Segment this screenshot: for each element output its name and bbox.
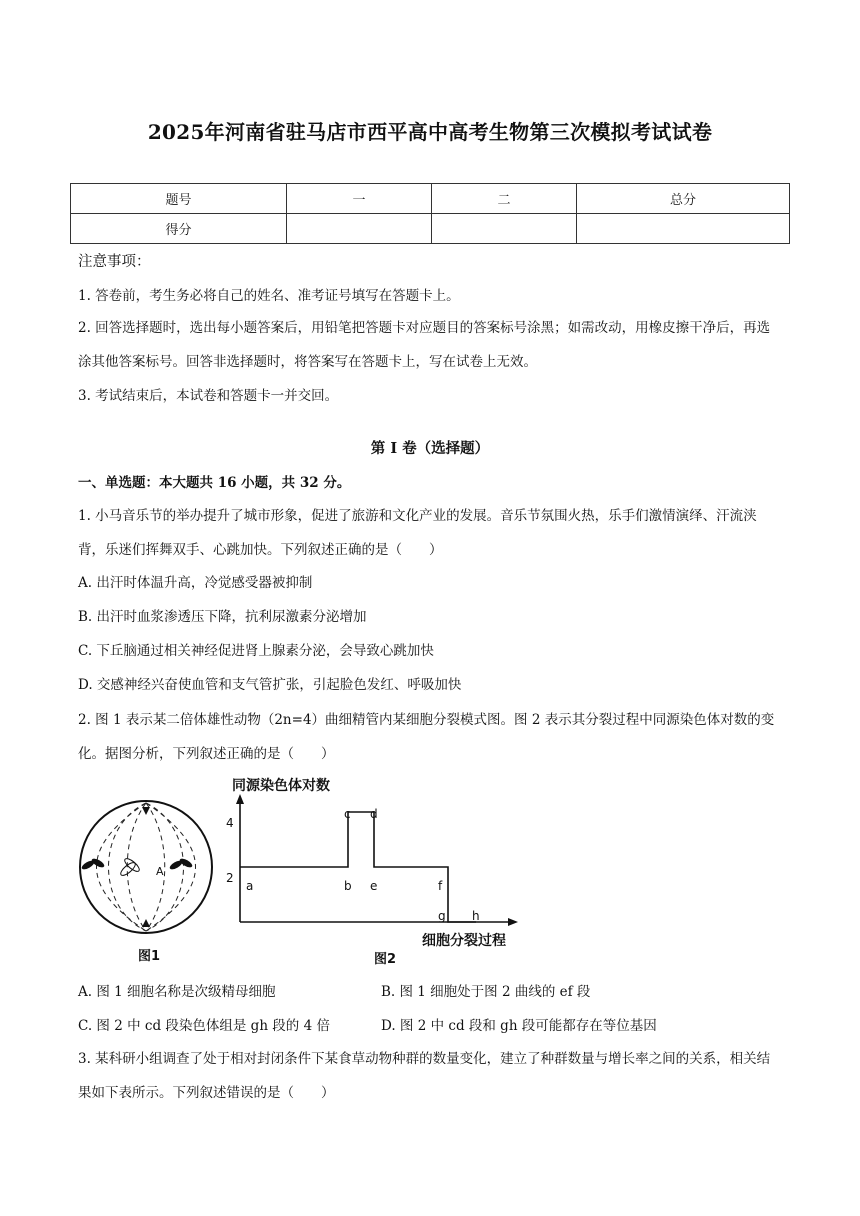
score-header-cell: 总分 <box>577 184 790 214</box>
score-table-header-row <box>71 184 790 214</box>
score-cell[interactable] <box>577 214 790 244</box>
y-tick-label: 2 <box>226 871 234 885</box>
score-table <box>70 183 790 244</box>
question-1-option-d: D. 交感神经兴奋使血管和支气管扩张，引起脸色发红、呼吸加快 <box>78 677 462 693</box>
question-1-option-b: B. 出汗时血浆渗透压下降，抗利尿激素分泌增加 <box>78 609 367 625</box>
question-1-stem: 1. 小马音乐节的举办提升了城市形象，促进了旅游和文化产业的发展。音乐节氛围火热，乐手们激情演绎、汗流浃背，乐迷们挥舞双手、心跳加快。下列叙述正确的是（ ） <box>78 508 757 558</box>
y-axis-label: 同源染色体对数 <box>232 778 330 794</box>
section-title: 第 I 卷（选择题） <box>370 440 490 457</box>
question-1-option-a: A. 出汗时体温升高，冷觉感受器被抑制 <box>78 575 313 591</box>
point-label-f: f <box>438 879 443 893</box>
x-axis-arrow <box>508 918 518 926</box>
figure-2-caption: 图2 <box>374 952 397 967</box>
y-tick-label: 4 <box>226 816 234 830</box>
notice-heading: 注意事项： <box>78 254 151 270</box>
question-2-option-d: D. 图 2 中 cd 段和 gh 段可能都存在等位基因 <box>381 1018 657 1034</box>
question-2-options-row-2 <box>78 1014 657 1034</box>
score-cell[interactable] <box>432 214 577 244</box>
notice-item: 1. 答卷前，考生务必将自己的姓名、准考证号填写在答题卡上。 <box>78 288 460 304</box>
x-axis-label: 细胞分裂过程 <box>422 933 506 949</box>
part-title: 一、单选题：本大题共 16 小题，共 32 分。 <box>78 475 351 491</box>
question-2-option-c: C. 图 2 中 cd 段染色体组是 gh 段的 4 倍 <box>78 1018 330 1034</box>
point-label-g: g <box>438 909 446 923</box>
score-cell[interactable] <box>287 214 432 244</box>
figure-2-chart <box>222 770 532 970</box>
question-3-stem: 3. 某科研小组调查了处于相对封闭条件下某食草动物种群的数量变化，建立了种群数量与增长率之间的关系，相关结果如下表所示。下列叙述错误的是（ ） <box>78 1051 771 1101</box>
y-axis-arrow <box>236 794 244 804</box>
exam-title: 2025年河南省驻马店市西平高中高考生物第三次模拟考试试卷 <box>147 120 713 144</box>
score-header-cell: 二 <box>432 184 577 214</box>
score-header-cell: 一 <box>287 184 432 214</box>
point-label-d: d <box>370 807 378 821</box>
question-2-option-a: A. 图 1 细胞名称是次级精母细胞 <box>78 984 276 1000</box>
score-header-cell: 题号 <box>71 184 287 214</box>
question-2-option-b: B. 图 1 细胞处于图 2 曲线的 ef 段 <box>381 984 591 1000</box>
question-1-option-c: C. 下丘脑通过相关神经促进肾上腺素分泌，会导致心跳加快 <box>78 643 434 659</box>
point-label-a: a <box>246 879 254 893</box>
score-table-score-row <box>71 214 790 244</box>
question-2-options-row-1 <box>78 980 591 1000</box>
point-label-b: b <box>344 879 352 893</box>
point-label-e: e <box>370 879 378 893</box>
point-label-h: h <box>472 909 480 923</box>
series-line <box>240 812 476 922</box>
notice-item: 3. 考试结束后，本试卷和答题卡一并交回。 <box>78 388 339 404</box>
question-2-stem: 2. 图 1 表示某二倍体雄性动物（2n=4）曲细精管内某细胞分裂模式图。图 2 表示其分裂过程中同源染色体对数的变化。据图分析，下列叙述正确的是（ ） <box>78 712 775 762</box>
figure-1-cell-diagram <box>76 797 216 967</box>
figure-1-caption: 图1 <box>138 949 161 964</box>
score-row-label: 得分 <box>71 214 287 244</box>
svg-text:A: A <box>156 865 164 878</box>
notice-item: 2. 回答选择题时，选出每小题答案后，用铅笔把答题卡对应题目的答案标号涂黑；如需改动，用橡皮擦干净后，再选涂其他答案标号。回答非选择题时，将答案写在答题卡上，写在试卷上无效。 <box>78 320 771 370</box>
point-label-c: c <box>344 807 351 821</box>
